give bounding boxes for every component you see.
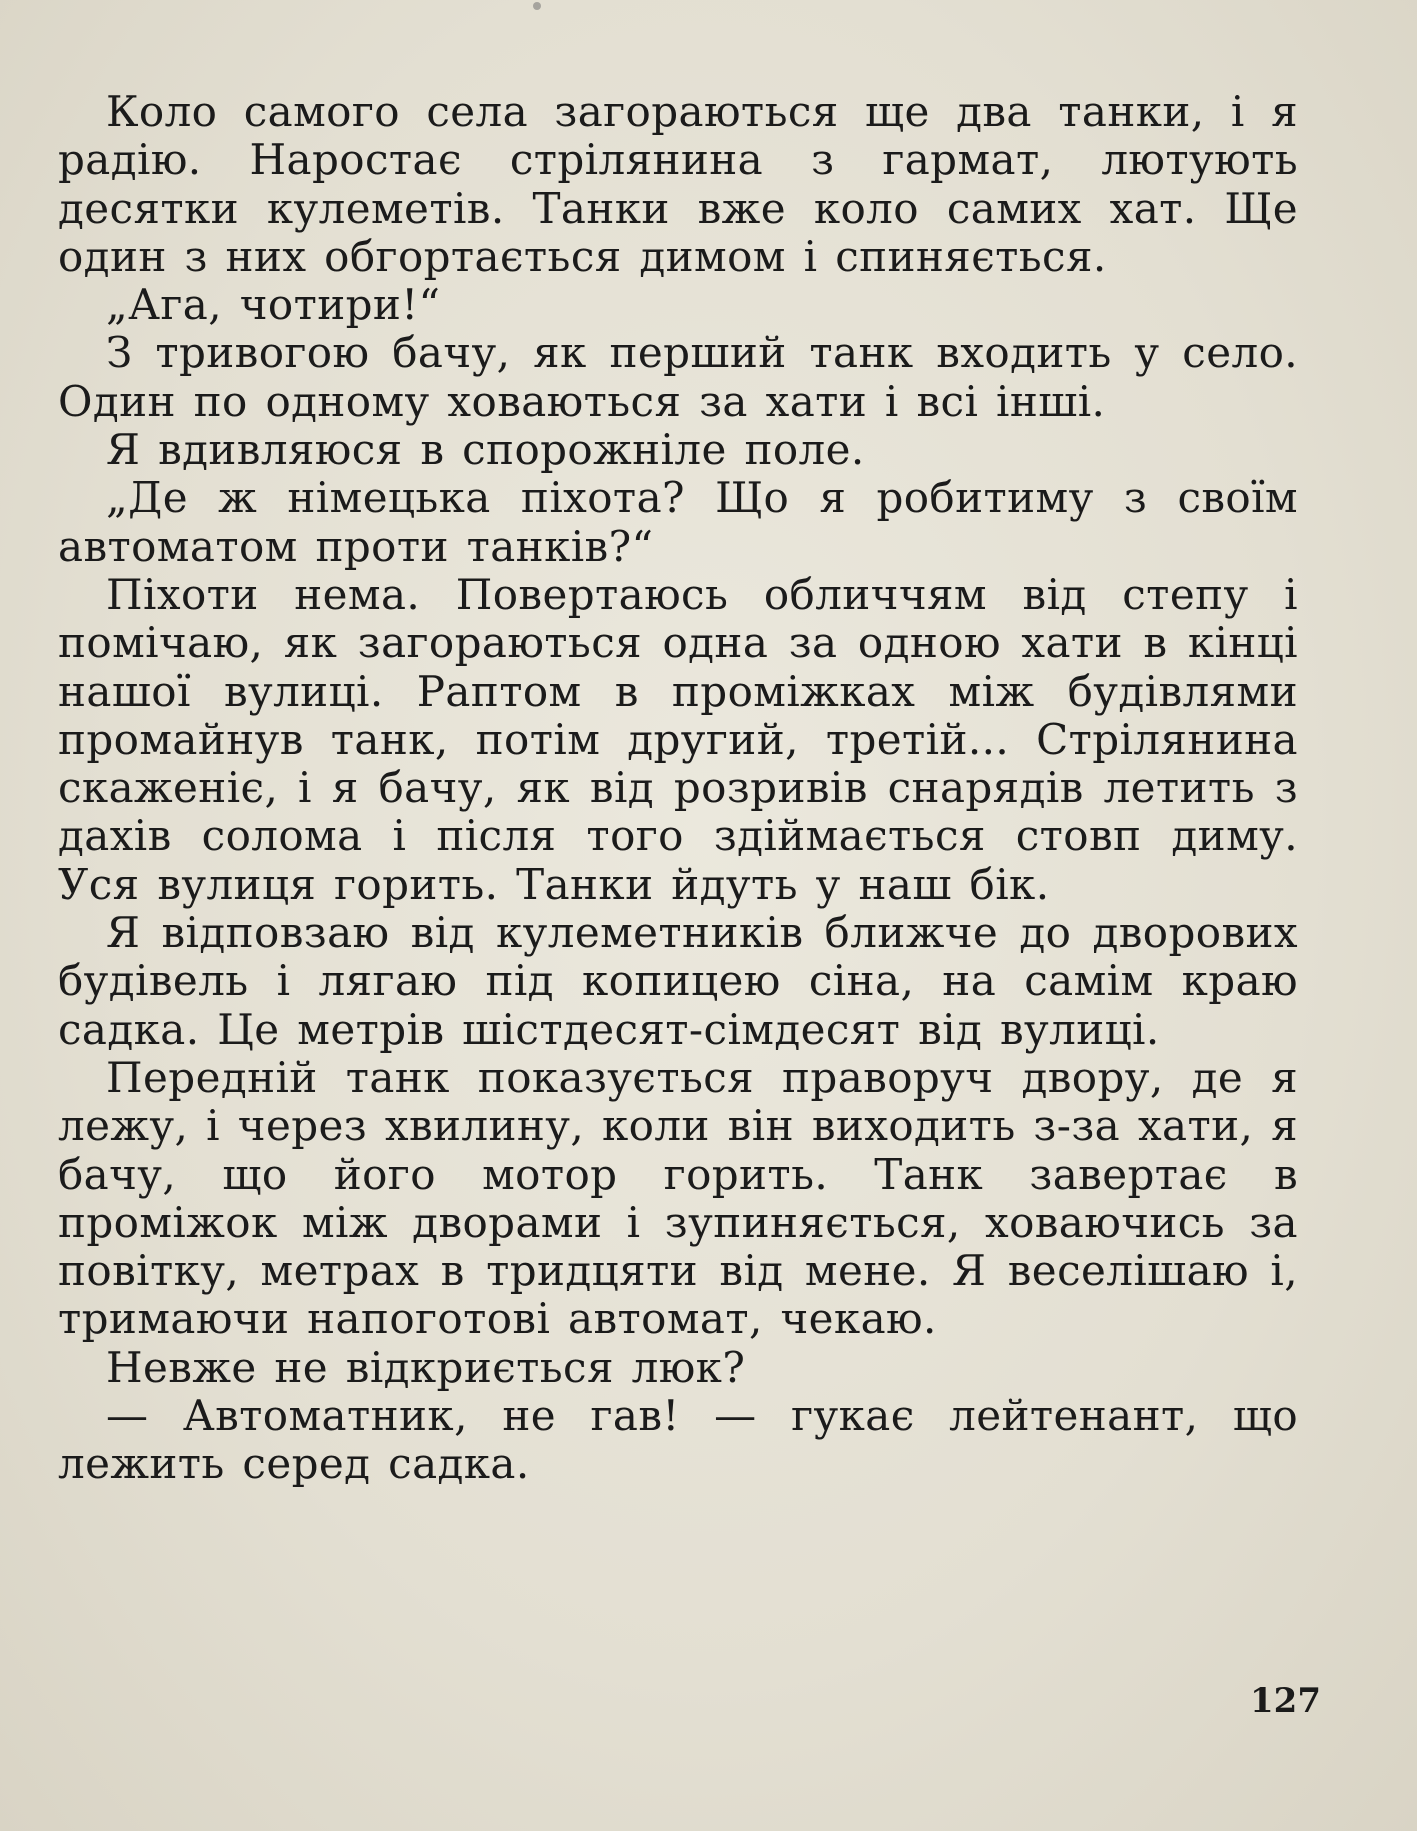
paragraph: „Де ж німецька піхота? Що я робитиму з своїм автоматом проти танків?“ (58, 473, 1298, 571)
paragraph: Невже не відкриється люк? (106, 1342, 746, 1392)
paragraph: Передній танк показується праворуч двору, де я лежу, і через хвилину, коли він виходить з-за хати, я бачу, що його мотор горить. Танк завертає в проміжок між дворами і зупиняється, ховаючись за повітку, метрах в тридцяти від мене. Я веселішаю і, тримаючи напоготові автомат, чекаю. (58, 1052, 1298, 1344)
page-number: 127 (1250, 1681, 1321, 1721)
body-text (58, 88, 1298, 1489)
paragraph: Я відповзаю від кулеметників ближче до дворових будівель і лягаю під копицею сіна, на самім краю садка. Це метрів шістдесят-сімдесят від вулиці. (58, 908, 1298, 1054)
ink-speck (533, 2, 541, 10)
paragraph: „Ага, чотири!“ (106, 280, 441, 330)
paragraph: Я вдивляюся в спорожніле поле. (106, 425, 865, 475)
paragraph: Коло самого села загораються ще два танки, і я радію. Наростає стрілянина з гармат, лютують десятки кулеметів. Танки вже коло самих хат. Ще один з них обгортається димом і спиняється. (58, 87, 1298, 281)
paragraph: З тривогою бачу, як перший танк входить у село. Один по одному ховаються за хати і всі інші. (58, 328, 1298, 426)
paragraph: Піхоти нема. Повертаюсь обличчям від степу і помічаю, як загораються одна за одною хати в кінці нашої вулиці. Раптом в проміжках між будівлями промайнув танк, потім другий, третій... Стрілянина скаженіє, і я бачу, як від розривів снарядів летить з дахів солома і після того здіймається стовп диму. Уся вулиця горить. Танки йдуть у наш бік. (58, 569, 1298, 909)
paragraph: — Автоматник, не гав! — гукає лейтенант, що лежить серед садка. (58, 1391, 1298, 1489)
